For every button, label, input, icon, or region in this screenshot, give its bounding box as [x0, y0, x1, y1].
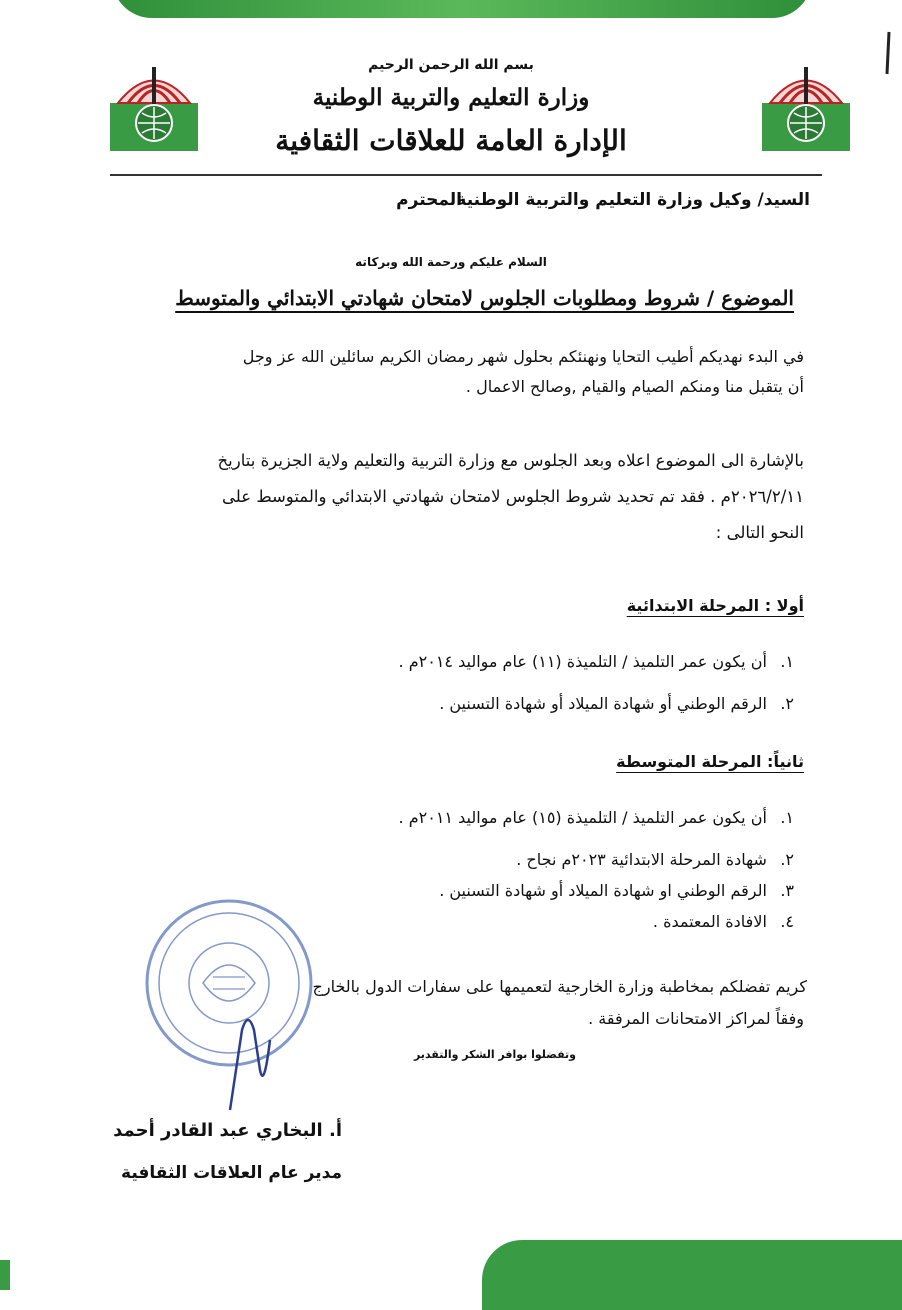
- intro-paragraph: [104, 343, 804, 401]
- item-text: الافادة المعتمدة .: [652, 912, 767, 931]
- intro-line: أن يتقبل منا ومنكم الصيام والقيام ,وصالح الاعمال .: [465, 377, 804, 396]
- item-text: الرقم الوطني أو شهادة الميلاد أو شهادة التسنين .: [439, 694, 767, 713]
- department-name: الإدارة العامة للعلاقات الثقافية: [275, 124, 627, 157]
- item-number: ٢.: [780, 850, 794, 869]
- list-item: [399, 652, 794, 671]
- list-item: [653, 912, 794, 931]
- item-number: ٣.: [780, 881, 794, 900]
- bottom-green-banner: [482, 1240, 902, 1310]
- reference-line: بالإشارة الى الموضوع اعلاه وبعد الجلوس مع وزارة التربية والتعليم ولاية الجزيرة بتاريخ: [217, 451, 804, 470]
- greeting: السلام عليكم ورحمة الله وبركاته: [355, 255, 547, 269]
- top-green-banner: [112, 0, 812, 18]
- primary-stage-heading: أولا : المرحلة الابتدائية: [626, 596, 804, 615]
- signer-title: مدير عام العلاقات الثقافية: [121, 1163, 342, 1183]
- bottom-green-corner: [0, 1260, 10, 1290]
- item-text: أن يكون عمر التلميذ / التلميذة (١١) عام مواليد ٢٠١٤م .: [398, 652, 767, 671]
- closing-line: كريم تفضلكم بمخاطبة وزارة الخارجية لتعميمها على سفارات الدول بالخارج: [312, 977, 807, 996]
- subject-line: الموضوع / شروط ومطلوبات الجلوس لامتحان شهادتي الابتدائي والمتوسط: [175, 286, 794, 310]
- addressee: السيد/ وكيل وزارة التعليم والتربية الوطنية: [456, 190, 810, 210]
- list-item: [439, 694, 794, 713]
- thanks-line: وتفضلوا بوافر الشكر والتقدير: [413, 1048, 576, 1061]
- header-divider: [110, 174, 822, 176]
- closing-line: وفقاً لمراكز الامتحانات المرفقة .: [588, 1009, 804, 1028]
- item-text: شهادة المرحلة الابتدائية ٢٠٢٣م نجاح .: [516, 850, 767, 869]
- item-number: ٢.: [780, 694, 794, 713]
- item-text: الرقم الوطني او شهادة الميلاد أو شهادة التسنين .: [439, 881, 767, 900]
- reference-line: ٢٠٢٦/٢/١١م . فقد تم تحديد شروط الجلوس لامتحان شهادتي الابتدائي والمتوسط على: [222, 487, 804, 506]
- bismillah: بسم الله الرحمن الرحيم: [368, 57, 534, 73]
- list-item: [399, 808, 794, 827]
- item-number: ١.: [780, 808, 794, 827]
- intermediate-stage-heading: ثانياً: المرحلة المتوسطة: [616, 752, 804, 771]
- reference-paragraph: [104, 443, 804, 551]
- reference-line: النحو التالى :: [715, 523, 804, 542]
- item-text: أن يكون عمر التلميذ / التلميذة (١٥) عام مواليد ٢٠١١م .: [398, 808, 767, 827]
- list-item: [439, 881, 794, 900]
- intro-line: في البدء نهديكم أطيب التحايا ونهنئكم بحلول شهر رمضان الكريم سائلين الله عز وجل: [242, 347, 804, 366]
- respected-label: المحترم: [396, 190, 462, 210]
- ministry-name: وزارة التعليم والتربية الوطنية: [312, 84, 590, 111]
- list-item: [516, 850, 794, 869]
- item-number: ١.: [780, 652, 794, 671]
- signer-name: أ. البخاري عبد القادر أحمد: [113, 1120, 342, 1141]
- item-number: ٤.: [780, 912, 794, 931]
